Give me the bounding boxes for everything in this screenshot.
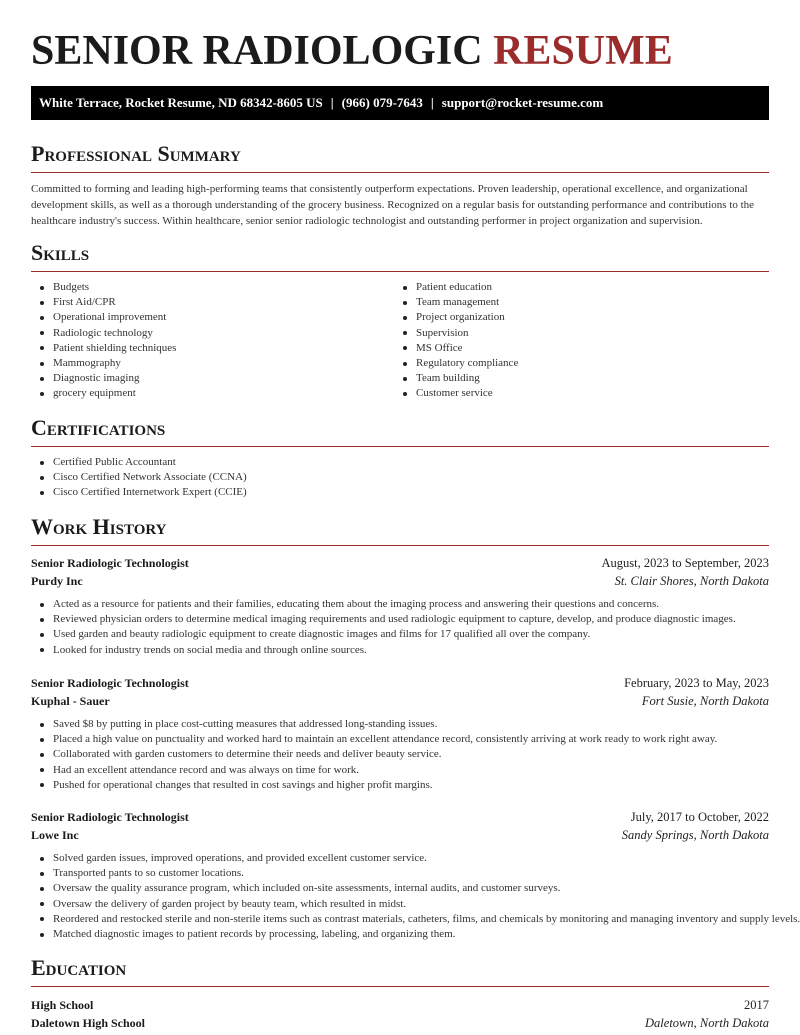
job-duty: Acted as a resource for patients and their families, educating them about the imaging process and answering their questions and concerns. (31, 597, 769, 612)
job-duty: Looked for industry trends on social media and through online sources. (31, 643, 769, 658)
contact-bar (31, 86, 769, 120)
job-dates: August, 2023 to September, 2023 (601, 556, 769, 570)
skill-item: Radiologic technology (31, 326, 176, 341)
job-duties-list (31, 717, 769, 793)
education-divider (31, 986, 769, 987)
certification-item: Cisco Certified Network Associate (CCNA) (31, 470, 247, 485)
job-entry-header (31, 674, 769, 710)
skill-item: Patient shielding techniques (31, 341, 176, 356)
job-title: Senior Radiologic Technologist (31, 676, 189, 690)
work-history-divider (31, 545, 769, 546)
job-duty: Placed a high value on punctuality and worked hard to maintain an excellent attendance record, consistently arriving at work ready to work right away. (31, 732, 769, 747)
skill-item: Team management (394, 295, 518, 310)
job-company: Purdy Inc (31, 574, 83, 588)
education-school: Daletown High School (31, 1016, 146, 1030)
skill-item: Patient education (394, 280, 518, 295)
job-duty: Reordered and restocked sterile and non-sterile items such as contrast materials, catheters, films, and chemicals by monitoring and managing inventory and supply levels. (31, 912, 769, 927)
skill-item: Operational improvement (31, 310, 176, 325)
education-location: Daletown, North Dakota (645, 1016, 769, 1030)
job-location: Fort Susie, North Dakota (641, 694, 769, 708)
work-history-heading: Work History (31, 514, 167, 539)
skill-item: Regulatory compliance (394, 356, 518, 371)
skill-item: MS Office (394, 341, 518, 356)
summary-text: Committed to forming and leading high-performing teams that consistently outperform expectations. Proven leadership, operational excellence, and organizational development skills, as well as a thorough understanding of the grocery business. Recognized on a regular basis for outstanding performance and contributions to the healthcare industry's success. Within healthcare, senior senior radiologic technologist and outstanding performer in project organization and supervision. (31, 183, 755, 227)
skills-list-left (31, 280, 176, 402)
job-company: Lowe Inc (31, 828, 79, 842)
job-dates: July, 2017 to October, 2022 (630, 810, 769, 824)
summary-divider (31, 172, 769, 173)
skill-item: Customer service (394, 386, 518, 401)
job-duties-list (31, 851, 800, 942)
title-accent: RESUME (493, 28, 673, 74)
certifications-list (31, 455, 247, 501)
job-entry-header (31, 808, 769, 844)
title-main: SENIOR RADIOLOGIC (31, 28, 483, 74)
skill-item: Supervision (394, 326, 518, 341)
skill-item: Project organization (394, 310, 518, 325)
job-duty: Reviewed physician orders to determine medical imaging requirements and used radiologic equipment to capture, develop, and produce diagnostic images. (31, 612, 769, 627)
contact-separator: | (430, 95, 434, 110)
summary-heading: Professional Summary (31, 141, 241, 166)
job-location: St. Clair Shores, North Dakota (614, 574, 769, 588)
job-duty: Transported pants to so customer locations. (31, 866, 769, 881)
job-duty: Collaborated with garden customers to determine their needs and deliver beauty service. (31, 747, 769, 762)
skills-divider (31, 271, 769, 272)
job-duty: Used garden and beauty radiologic equipment to create diagnostic images and films for 17 qualified all over the company. (31, 627, 769, 642)
job-title: Senior Radiologic Technologist (31, 810, 189, 824)
certifications-divider (31, 446, 769, 447)
education-heading: Education (31, 955, 127, 980)
education-entry (31, 996, 769, 1032)
job-duty: Saved $8 by putting in place cost-cutting measures that addressed long-standing issues. (31, 717, 769, 732)
certifications-heading: Certifications (31, 415, 166, 440)
contact-address: White Terrace, Rocket Resume, ND 68342-8605 US (39, 95, 323, 110)
job-duty: Matched diagnostic images to patient records by processing, labeling, and organizing them. (31, 927, 769, 942)
skill-item: grocery equipment (31, 386, 176, 401)
skill-item: Budgets (31, 280, 176, 295)
job-company: Kuphal - Sauer (31, 694, 110, 708)
skills-heading: Skills (31, 240, 90, 265)
skill-item: Team building (394, 371, 518, 386)
education-degree: High School (31, 998, 94, 1012)
resume-title (31, 27, 673, 75)
job-dates: February, 2023 to May, 2023 (624, 676, 769, 690)
contact-phone[interactable]: (966) 079-7643 (341, 95, 423, 110)
contact-email[interactable]: support@rocket-resume.com (441, 95, 604, 110)
job-duties-list (31, 597, 769, 658)
job-duty: Oversaw the quality assurance program, which included on-site assessments, internal audits, and customer surveys. (31, 881, 769, 896)
job-title: Senior Radiologic Technologist (31, 556, 189, 570)
certification-item: Certified Public Accountant (31, 455, 247, 470)
certification-item: Cisco Certified Internetwork Expert (CCIE) (31, 485, 247, 500)
skill-item: Diagnostic imaging (31, 371, 176, 386)
job-duty: Had an excellent attendance record and was always on time for work. (31, 763, 769, 778)
skill-item: First Aid/CPR (31, 295, 176, 310)
skill-item: Mammography (31, 356, 176, 371)
job-duty: Oversaw the delivery of garden project by beauty team, which resulted in midst. (31, 897, 769, 912)
job-duty: Pushed for operational changes that resulted in cost savings and higher profit margins. (31, 778, 769, 793)
education-year: 2017 (744, 998, 769, 1012)
skills-list-right (394, 280, 518, 402)
job-duty: Solved garden issues, improved operations, and provided excellent customer service. (31, 851, 769, 866)
contact-separator: | (330, 95, 334, 110)
job-location: Sandy Springs, North Dakota (621, 828, 769, 842)
job-entry-header (31, 554, 769, 590)
